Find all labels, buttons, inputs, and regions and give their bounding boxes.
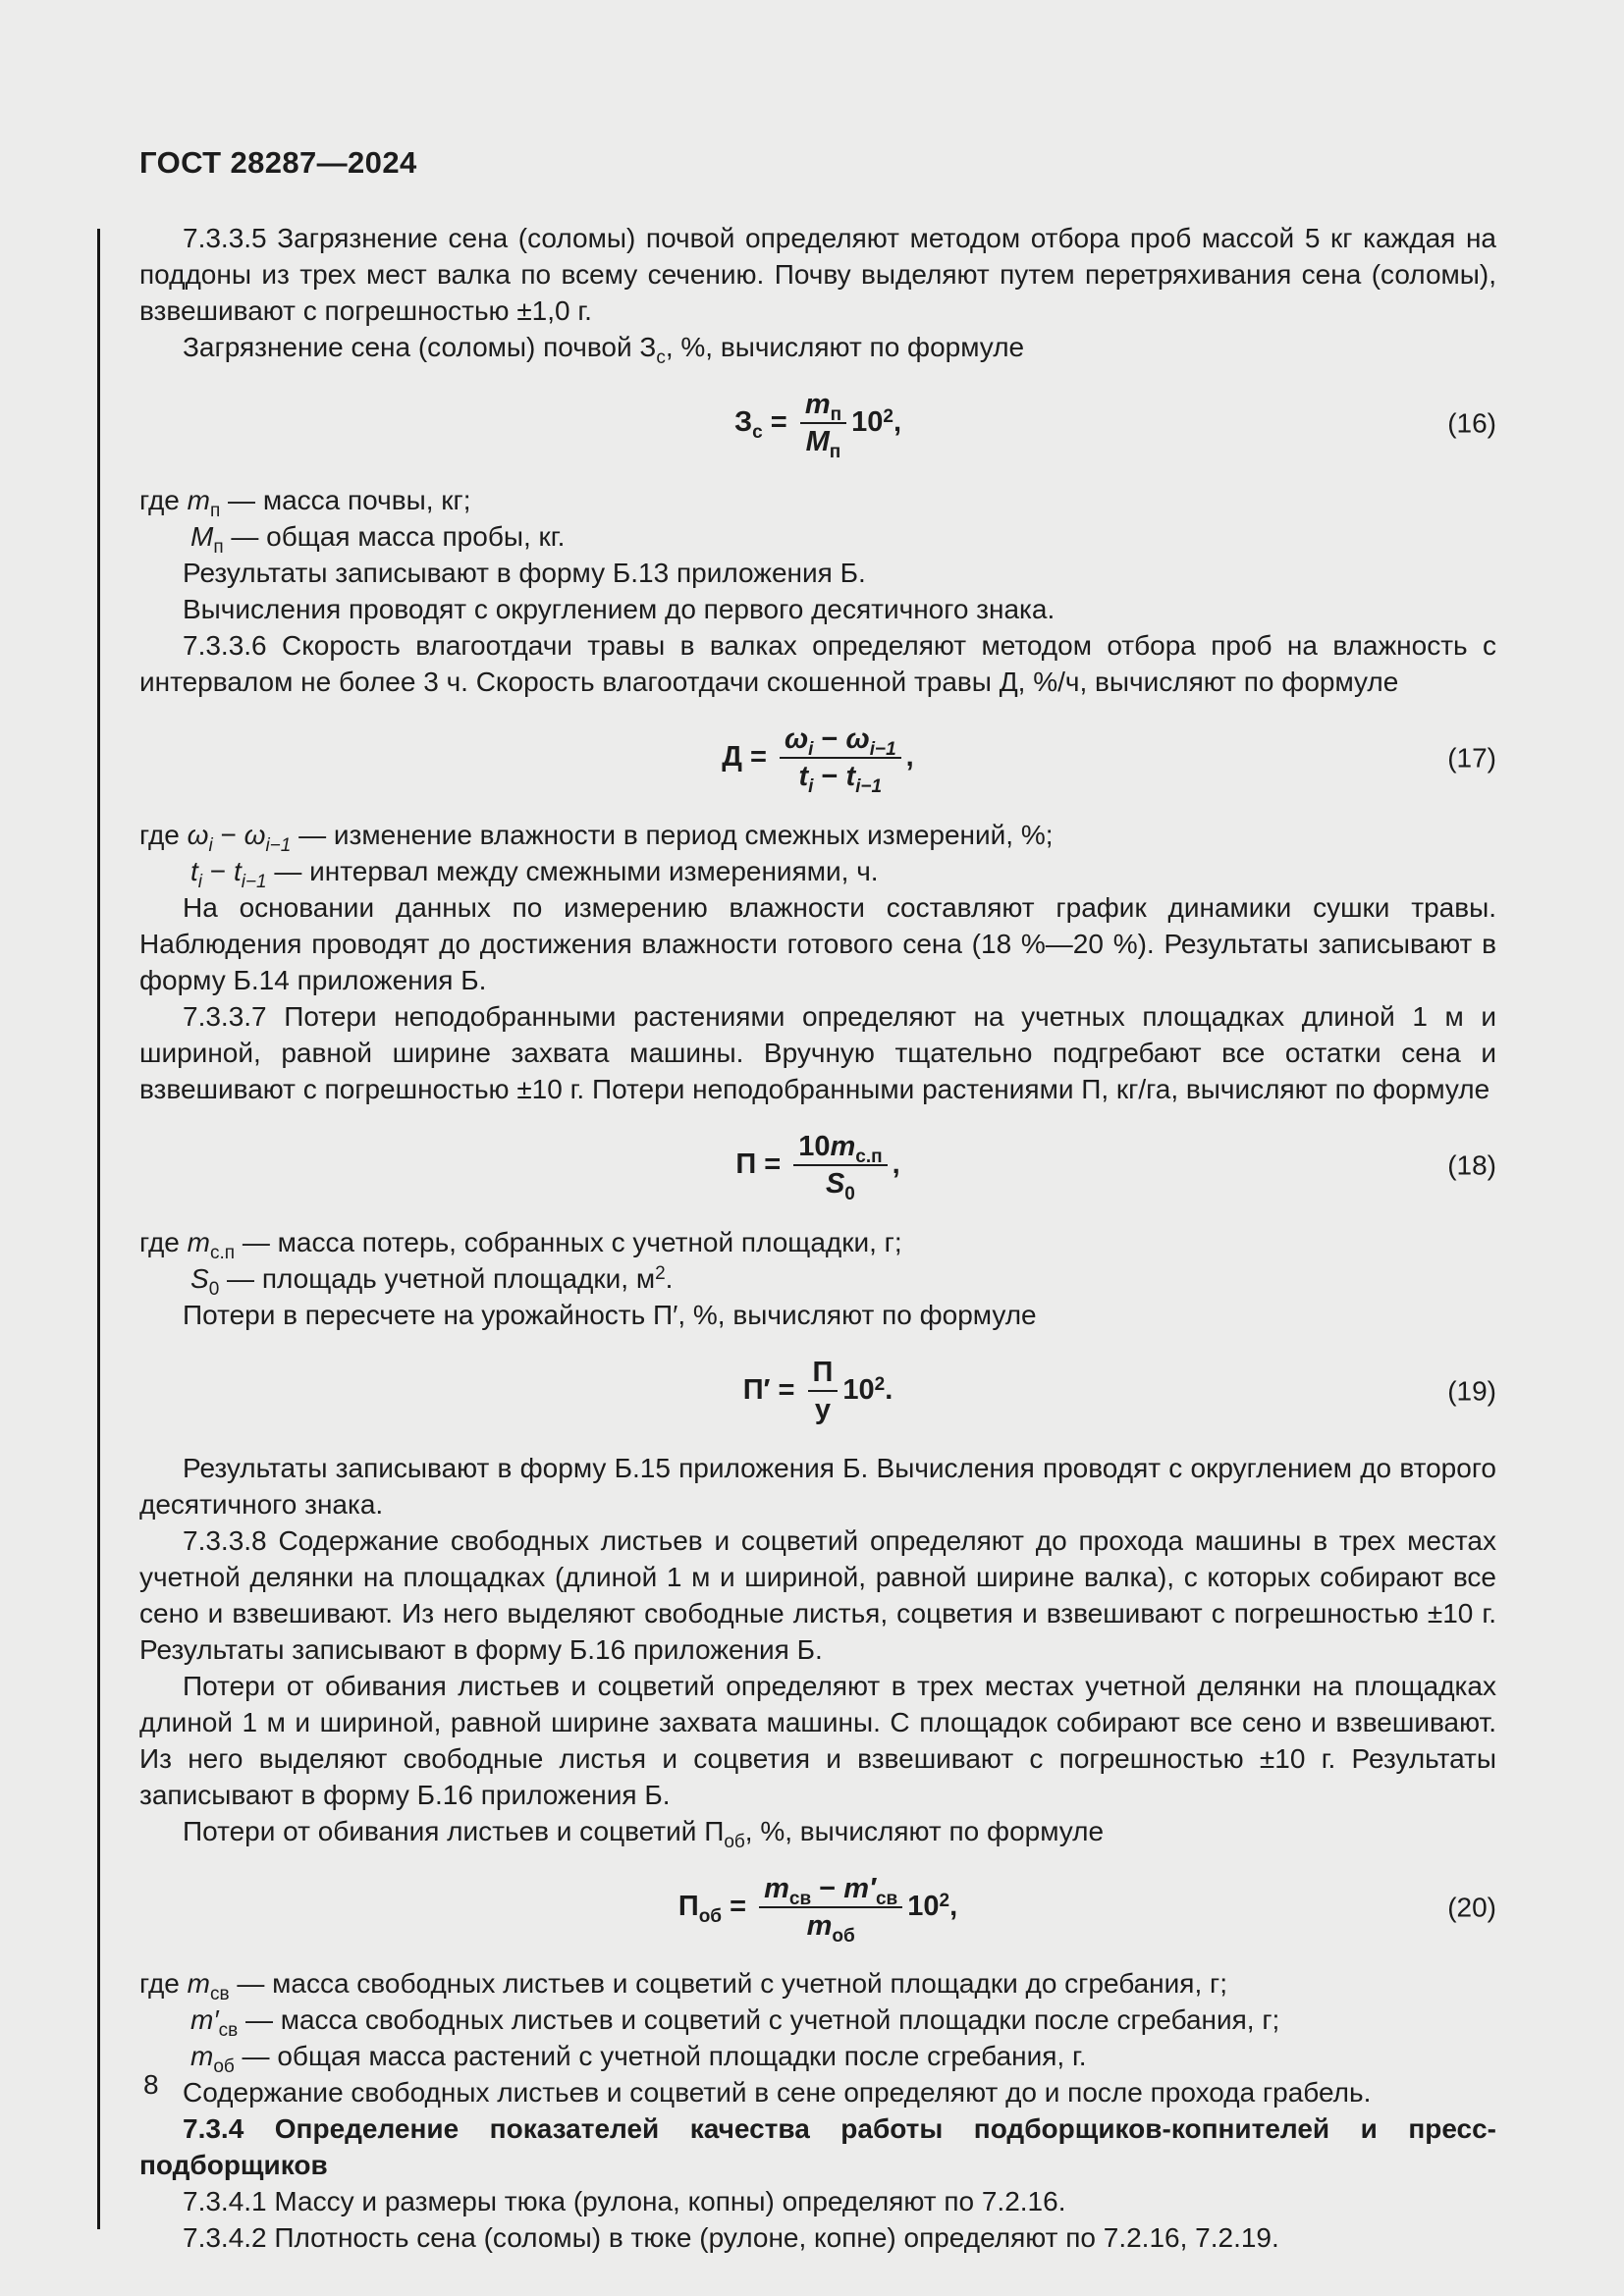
paragraph [139, 2074, 1496, 2110]
text-segment: Потери от обивания листьев и соцветий П [183, 1815, 725, 1846]
text-segment: Содержание свободных листьев и соцветий в сене определяют до и после прохода грабель. [183, 2077, 1372, 2109]
subscript: св [218, 2020, 239, 2042]
text-segment: − [202, 855, 234, 886]
text-segment: , [892, 1148, 900, 1180]
formula-number: (16) [1447, 407, 1496, 439]
text-segment: 7.3.3.5 Загрязнение сена (соломы) почвой определяют методом отбора проб массой 5 кг каждая на поддоны из трех мест валка по всему сечению. Почву выделяют путем перетряхивания сена (соломы), взвешивают с погрешностью ±1,0 г. [139, 223, 1496, 326]
text-segment: m [187, 1968, 210, 2000]
text-segment: . [665, 1262, 674, 1294]
text-segment: П [677, 1890, 699, 1922]
text-segment: где [139, 484, 188, 515]
text-segment: M [805, 426, 830, 458]
text-segment: ω [244, 819, 266, 850]
formula [722, 722, 914, 798]
paragraph [139, 889, 1496, 998]
formula-intro [139, 329, 1496, 368]
definition-line [139, 853, 1496, 892]
text-segment: 10 [851, 406, 884, 439]
text-segment: = [722, 1890, 755, 1922]
text-segment: — площадь учетной площадки, м [219, 1262, 656, 1294]
subscript: с [656, 347, 666, 368]
text-segment: m′ [190, 2004, 219, 2036]
text-segment: Д = [722, 740, 775, 773]
text-segment: , [949, 1890, 958, 1922]
definition-line [139, 1260, 1496, 1300]
text-segment: S [190, 1262, 209, 1294]
superscript: 2 [874, 1373, 886, 1395]
section-7-3-4-1 [139, 2183, 1496, 2219]
definition-line [139, 1965, 1496, 2005]
formula-row [139, 722, 1496, 798]
page-content [139, 145, 1496, 2256]
text-segment: П′ = [742, 1373, 803, 1406]
text-segment: — масса свободных листьев и соцветий с учетной площадки после сгребания, г; [238, 2004, 1280, 2036]
text-segment: Результаты записывают в форму Б.15 приложения Б. Вычисления проводят с округлением до второго десятичного знака. [139, 1452, 1496, 1520]
fraction-denominator [780, 759, 901, 798]
formula-number: (20) [1447, 1892, 1496, 1923]
text-segment: — изменение влажности в период смежных измерений, %; [291, 819, 1054, 850]
text-segment: где [139, 1226, 188, 1257]
fraction-numerator [759, 1874, 902, 1908]
text-segment: m [190, 2041, 214, 2072]
text-segment: 7.3.3.6 Скорость влагоотдачи травы в валках определяют методом отбора проб на влажность с интервалом не более 3 ч. Скорость влагоотдачи скошенной травы Д, %/ч, вычисляют по формуле [139, 629, 1496, 697]
formula-intro [139, 1297, 1496, 1333]
subscript: п [829, 442, 841, 463]
text-segment: = [762, 406, 795, 439]
text-segment: m [187, 1226, 210, 1257]
text-segment: Результаты записывают в форму Б.13 приложения Б. [183, 557, 866, 588]
fraction-numerator [780, 724, 901, 759]
definition-line [139, 482, 1496, 521]
text-segment: — интервал между смежными измерениями, ч. [266, 855, 879, 886]
text-segment: П [812, 1356, 834, 1388]
formula [735, 1130, 900, 1205]
text-segment: t [798, 761, 809, 793]
section-7-3-3-8 [139, 1522, 1496, 1668]
text-segment: m′ [843, 1872, 876, 1904]
section-7-3-4-heading [139, 2110, 1496, 2183]
text-segment: 10 [798, 1130, 831, 1162]
text-segment: З [734, 406, 753, 439]
scan-artifact-line [97, 229, 100, 2229]
subscript: св [875, 1888, 898, 1909]
text-segment: — общая масса растений с учетной площадки после сгребания, г. [234, 2041, 1087, 2072]
paragraph [139, 1668, 1496, 1813]
subscript: i−1 [241, 871, 267, 892]
text-segment: − [813, 761, 846, 793]
text-segment: , %, вычисляют по формуле [665, 332, 1025, 362]
subscript: п [213, 536, 224, 558]
subscript: св [788, 1888, 812, 1909]
text-segment: — масса свободных листьев и соцветий с учетной площадки до сгребания, г; [229, 1968, 1227, 2000]
section-7-3-3-7 [139, 998, 1496, 1107]
text-segment: где [139, 1968, 188, 2000]
subscript: i [808, 776, 814, 798]
subscript: 0 [208, 1278, 220, 1300]
text-segment: ω [784, 722, 809, 755]
text-segment: 7.3.4.1 Массу и размеры тюка (рулона, копны) определяют по 7.2.16. [183, 2186, 1066, 2217]
text-segment: Потери в пересчете на урожайность П′, %, вычисляют по формуле [183, 1299, 1037, 1330]
fraction [793, 1130, 887, 1205]
text-segment: 7.3.3.7 Потери неподобранными растениями определяют на учетных площадках длиной 1 м и шириной, равной ширине захвата машины. Вручную тщательно подгребают все остатки сена и взвешивают с погрешностью ±10 г. Потери неподобранными растениями П, кг/га, вычисляют по формуле [139, 1000, 1496, 1104]
definition-line [139, 817, 1496, 856]
text-segment: m [806, 1909, 833, 1942]
text-segment: m [764, 1872, 789, 1904]
subscript: i−1 [265, 834, 292, 856]
document-title: ГОСТ 28287—2024 [139, 145, 417, 180]
text-segment: . [885, 1373, 893, 1406]
text-segment: , %, вычисляют по формуле [744, 1815, 1105, 1846]
fraction [759, 1872, 902, 1947]
fraction-denominator [800, 424, 846, 463]
text-segment: — масса почвы, кг; [220, 484, 471, 515]
subscript: п [209, 500, 221, 521]
text-segment: S [825, 1168, 845, 1201]
formula-row [139, 389, 1496, 463]
subscript: 0 [844, 1184, 855, 1205]
text-segment: 10 [907, 1890, 940, 1922]
text-segment: — масса потерь, собранных с учетной площадки, г; [235, 1226, 902, 1257]
text-segment: m [804, 389, 831, 420]
text-segment: , [905, 740, 914, 773]
text-segment: t [233, 855, 242, 886]
text-segment: , [893, 406, 901, 439]
text-segment: ω [845, 722, 870, 755]
formula-number: (18) [1447, 1149, 1496, 1181]
subscript: i−1 [855, 776, 883, 798]
fraction-denominator [808, 1392, 839, 1424]
superscript: 2 [655, 1262, 666, 1284]
formula-row [139, 1358, 1496, 1425]
formula-intro [139, 1813, 1496, 1852]
subscript: п [830, 404, 842, 425]
formula [677, 1872, 958, 1947]
subscript: i [208, 834, 213, 856]
subscript: с.п [209, 1242, 236, 1263]
subscript: об [213, 2056, 235, 2078]
text-segment: у [814, 1394, 832, 1426]
text-segment: t [845, 761, 856, 793]
subscript: с [752, 422, 763, 444]
fraction-numerator [800, 390, 846, 424]
text-segment: 7.3.4.2 Плотность сена (соломы) в тюке (рулоне, копне) определяют по 7.2.16, 7.2.19. [183, 2222, 1279, 2254]
fraction [800, 389, 846, 463]
text-segment: M [190, 520, 214, 552]
text-segment: Вычисления проводят с округлением до первого десятичного знака. [183, 593, 1056, 624]
formula-number: (17) [1447, 742, 1496, 774]
text-segment: 7.3.3.8 Содержание свободных листьев и соцветий определяют до прохода машины в трех местах учетной делянки на площадках (длиной 1 м и шириной, равной ширине валка), с которых собирают все сено и взвешивают. Из него выделяют свободные листья, соцветия и взвешивают с погрешностью ±10 г. Результаты записывают в форму Б.16 приложения Б. [139, 1524, 1496, 1665]
fraction-denominator [793, 1166, 887, 1205]
subscript: об [698, 1905, 723, 1927]
formula [743, 1358, 893, 1425]
document-body [139, 220, 1496, 2256]
definition-line [139, 518, 1496, 558]
text-segment: Потери от обивания листьев и соцветий определяют в трех местах учетной делянки на площадках длиной 1 м и шириной, равной ширине захвата машины. С площадок собирают все сено и взвешивают. Из него выделяют свободные листья и соцветия и взвешивают с погрешностью ±10 г. Результаты записывают в форму Б.16 приложения Б. [139, 1670, 1496, 1810]
formula-row [139, 1130, 1496, 1205]
text-segment: − [813, 722, 846, 755]
subscript: i−1 [869, 738, 896, 760]
text-segment: 10 [842, 1373, 875, 1406]
definition-line [139, 2002, 1496, 2042]
subscript: с.п [855, 1146, 883, 1167]
fraction [780, 722, 901, 798]
text-segment: ω [187, 819, 209, 850]
text-segment: t [190, 855, 198, 886]
text-segment: − [212, 819, 244, 850]
subscript: об [724, 1831, 745, 1852]
paragraph [139, 591, 1496, 627]
formula [734, 389, 901, 463]
text-segment: Загрязнение сена (соломы) почвой З [183, 332, 657, 362]
fraction [808, 1358, 839, 1425]
text-segment: — общая масса пробы, кг. [223, 520, 566, 552]
fraction-numerator [793, 1132, 887, 1166]
fraction-denominator [759, 1908, 902, 1947]
paragraph [139, 555, 1496, 591]
superscript: 2 [883, 406, 893, 428]
section-7-3-3-5 [139, 220, 1496, 329]
text-segment: − [811, 1872, 844, 1904]
text-segment: m [187, 484, 210, 515]
superscript: 2 [939, 1890, 950, 1911]
subscript: i [808, 738, 814, 760]
text-segment: 7.3.4 Определение показателей качества работы подборщиков-копнителей и пресс-подборщиков [139, 2113, 1496, 2181]
paragraph [139, 1450, 1496, 1522]
subscript: об [832, 1925, 855, 1947]
text-segment: m [830, 1130, 856, 1162]
fraction-numerator [808, 1358, 839, 1392]
subscript: св [209, 1984, 230, 2005]
section-7-3-3-6 [139, 627, 1496, 700]
definition-line [139, 1224, 1496, 1263]
section-7-3-4-2 [139, 2219, 1496, 2256]
formula-row [139, 1872, 1496, 1947]
text-segment: где [139, 819, 188, 850]
text-segment: П = [735, 1148, 789, 1180]
subscript: i [197, 871, 203, 892]
formula-number: (19) [1447, 1375, 1496, 1407]
page-number: 8 [143, 2069, 159, 2100]
definition-line [139, 2038, 1496, 2078]
text-segment: На основании данных по измерению влажности составляют график динамики сушки травы. Наблюдения проводят до достижения влажности готового сена (18 %—20 %). Результаты записывают в форму Б.14 приложения Б. [139, 891, 1496, 995]
